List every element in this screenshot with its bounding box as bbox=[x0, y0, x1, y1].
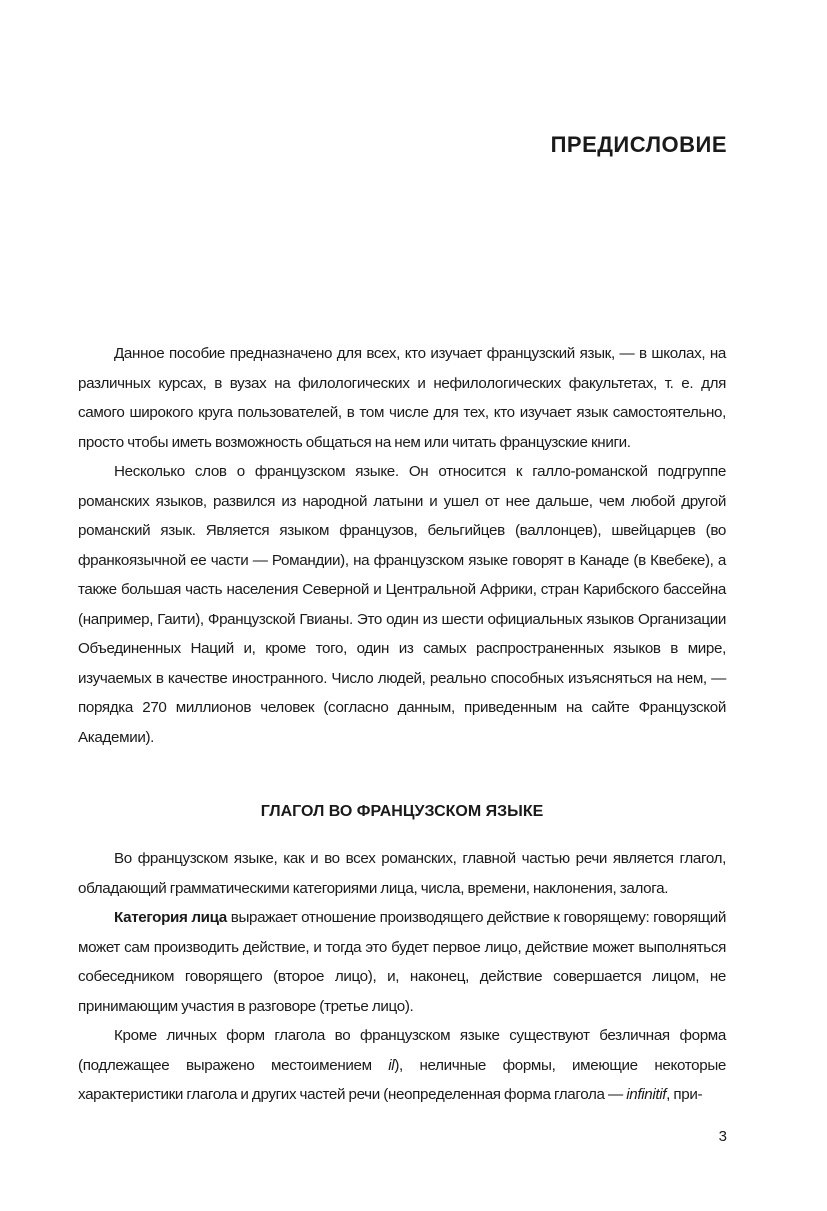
term-infinitif: infinitif bbox=[626, 1086, 667, 1103]
section-heading: ГЛАГОЛ ВО ФРАНЦУЗСКОМ ЯЗЫКЕ bbox=[260, 803, 544, 820]
term-il: il bbox=[388, 1056, 395, 1074]
section-text bbox=[78, 844, 726, 1110]
term-person-category: Категория лица bbox=[114, 909, 227, 926]
intro-paragraph-2: Несколько слов о французском языке. Он относится к галло-романской подгруппе романских языков, развился из народной латыни и ушел от нее дальше, чем любой другой романский язык. Является языком французов, бельгийцев (валлонцев), швейцарцев (во франкоязычной ее части — Романдии), на французском языке говорят в Канаде (в Квебеке), а также большая часть населения Северной и Центральной Африки, стран Карибского бассейна (например, Гаити), Французской Гвианы. Это один из шести официальных языков Организации Объединенных Наций и, кроме того, один из самых распространенных языков в мире, изучаемых в качестве иностранного. Число людей, реально способных изъясняться на нем, — порядка 270 миллионов человек (согласно данным, приведенным на сайте Французской Академии). bbox=[78, 463, 726, 746]
intro-paragraph-1: Данное пособие предназначено для всех, кто изучает французский язык, — в школах, на различных курсах, в вузах на филологических и нефилологических факультетах, т. е. для самого широкого круга пользователей, в том числе для тех, кто изучает язык самостоятельно, просто чтобы иметь возможность общаться на нем или читать французские книги. bbox=[78, 345, 726, 451]
paragraph-2-text: выражает отношение производящего действие к говорящему: говорящий может сам производить действие, и тогда это будет первое лицо, действие может выполняться собеседником говорящего (второе лицо), и, наконец, действие совершается лицом, не принимающим участия в разговоре (третье лицо). bbox=[78, 909, 726, 1015]
paragraph-3-text-a: Кроме личных форм глагола во французском языке существуют безличная форма (подлежащее выражено местоимением bbox=[78, 1027, 726, 1074]
section-paragraph-1: Во французском языке, как и во всех романских, главной частью речи является глагол, обладающий грамматическими категориями лица, числа, времени, наклонения, залога. bbox=[78, 850, 726, 897]
paragraph-3-text-b: ), неличные формы, имеющие некоторые характеристики глагола и других частей речи (неопределенная форма глагола — bbox=[78, 1056, 726, 1103]
page-title: ПРЕДИСЛОВИЕ bbox=[550, 132, 727, 157]
intro-text bbox=[78, 339, 726, 752]
section-paragraph-3 bbox=[78, 1021, 726, 1110]
section-paragraph-2 bbox=[78, 903, 726, 1021]
paragraph-3-text-c: , при- bbox=[666, 1086, 703, 1103]
page-number: 3 bbox=[718, 1128, 727, 1145]
